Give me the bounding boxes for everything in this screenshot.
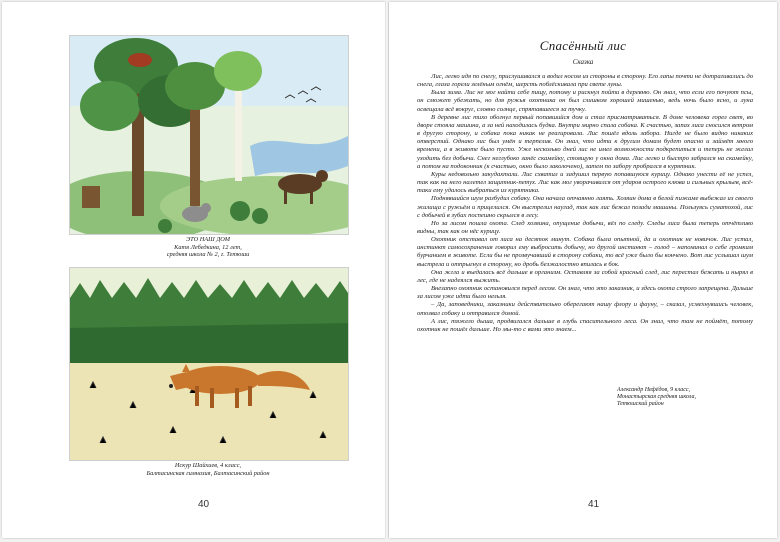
paragraph: – Да, заповедники, заказники действительно оберегают нашу флору и фауну, – сказал, усмехнувшись человек, отозвал собаку и отправился домой. [417,301,753,317]
signature-line: Александр Нефёдов, 9 класс, [617,387,691,393]
illustration-forest-house [69,35,349,235]
author-signature [617,387,737,409]
page-number: 40 [198,499,210,510]
forest-house-icon [70,36,348,234]
caption-line: Катя Лебедкина, 12 лет, [174,243,242,251]
paragraph: Лис, легко идя по снегу, прислушивался и водил носом из стороны в сторону. Его лапы почти не дотрагивались до снега, глаза горели зелёным огнём, шерсть поблёскивала при свете луны. [417,73,753,89]
paragraph: Она жгла и въедалась всё дальше в организм. Оставляя за собой красный след, лис перестал бежать и нырял в лес, где не надеялся выжить. [417,268,753,284]
illustration-fox [69,267,349,461]
signature-line: Монастырская средняя школа, [617,394,696,401]
story-title: Спасённый лис [539,38,627,53]
fox-icon [70,268,348,460]
caption-line: средняя школа № 2, г. Тетюши [166,251,250,259]
story-body [417,73,753,334]
paragraph: Но за лисом пошла охота. След хозяина, опущение добычи, вёл по следу. Следы лиса были теперь отчётливо видны, так как он нёс курицу. [417,219,753,235]
paragraph: В деревне лис тихо обогнул первый попавшийся дом и стал присматриваться. В доме человека горел свет, во дворе стояла машина, а за ней находилась будка. Внутри мирно спала собака. К счастью, запах лиса сносился ветром в другую сторону, и собака пока никак не реагировала. Лис пошёл вдоль забора. Нигде не было видно никаких отверстий. Однако лис был умён и терпелив. Он знал, что идти к другим домам будет опасно и займёт много времени, а в животе было пусто. Уже несколько дней лис не имел возможности подкрепиться и теперь не желал уходить без добычи. Снег неглубоко занёс скамейку, стоящую у окна дома. Лис легко и быстро забрался на скамейку, а потом на подоконник (к счастью, окно было заколочено), затем по забору пробрался в курятник. [417,113,753,170]
page-right [389,2,777,538]
story-subtitle: Сказка [572,58,594,66]
page-number: 41 [588,499,600,510]
paragraph: Куры недовольно закудахтали. Лис схватил и задушил первую попавшуюся курицу. Однако унести её не успел, так как на него налетел защитник-петух. Лис как мог уворачивался от ударов острого клюва и сильных крыльев, всё-таки ему удалось выбраться из курятника. [417,170,753,195]
paragraph: А лис, тяжело дыша, продвигался дальше в глубь спасительного леса. Он знал, что там не поймёт, потому охотник не пошёл дальше. Но мы-то с вами это знаем... [417,317,753,333]
caption-line: Балтасинская гимназия, Балтасинский район [146,469,270,477]
paragraph: Внезапно охотник остановился перед лесом. Он знал, что это заказник, и здесь охота строго запрещена. Дальше за лисом уже идти было нельзя. [417,285,753,301]
paragraph: Была зима. Лис не мог найти себе пищу, потому и рискнул пойти в деревню. Он знал, что если его почуют псы, он сможет убежать, но для ружья охотника он был слишком хорошей мишенью, ведь ночь было ясно, и луна освещала всё вокруг, словно солнце, спрятавшееся за тучку. [417,89,753,113]
signature-line: Тетюшский район [617,401,664,408]
page-left [2,2,385,538]
paragraph: Охотник отставал от лиса на десяток минут. Собака была опытной, да и охотник не новичок. Лис устал, инстинкт самосохранения говорил ему выбросить добычу, но другой инстинкт – голод – напоминал о себе громким бурчанием в животе. Если бы не прозвучавший в сторону собаки, то всё уже было бы кончено. Вот лис услышал шум выстрела и отпрыгнул в сторону, но дробь безжалостно впилась в бок. [417,236,753,268]
caption-line: ЭТО НАШ ДОМ [185,236,231,243]
illustration-caption [69,236,347,259]
caption-line: Искур Шайхиев, 4 класс, [174,462,242,469]
paragraph: Поднявшийся шум разбудил собаку. Она начала отчаянно лаять. Хозяин дома в белой пижаме выбежал из своего жилища с ружьём и прицелился. Он выстрелил наугад, так как лис бежал позади машины. Пользуясь суматохой, лис с добычей в зубах поспешно скрылся в лесу. [417,195,753,219]
illustration-caption [69,462,347,477]
